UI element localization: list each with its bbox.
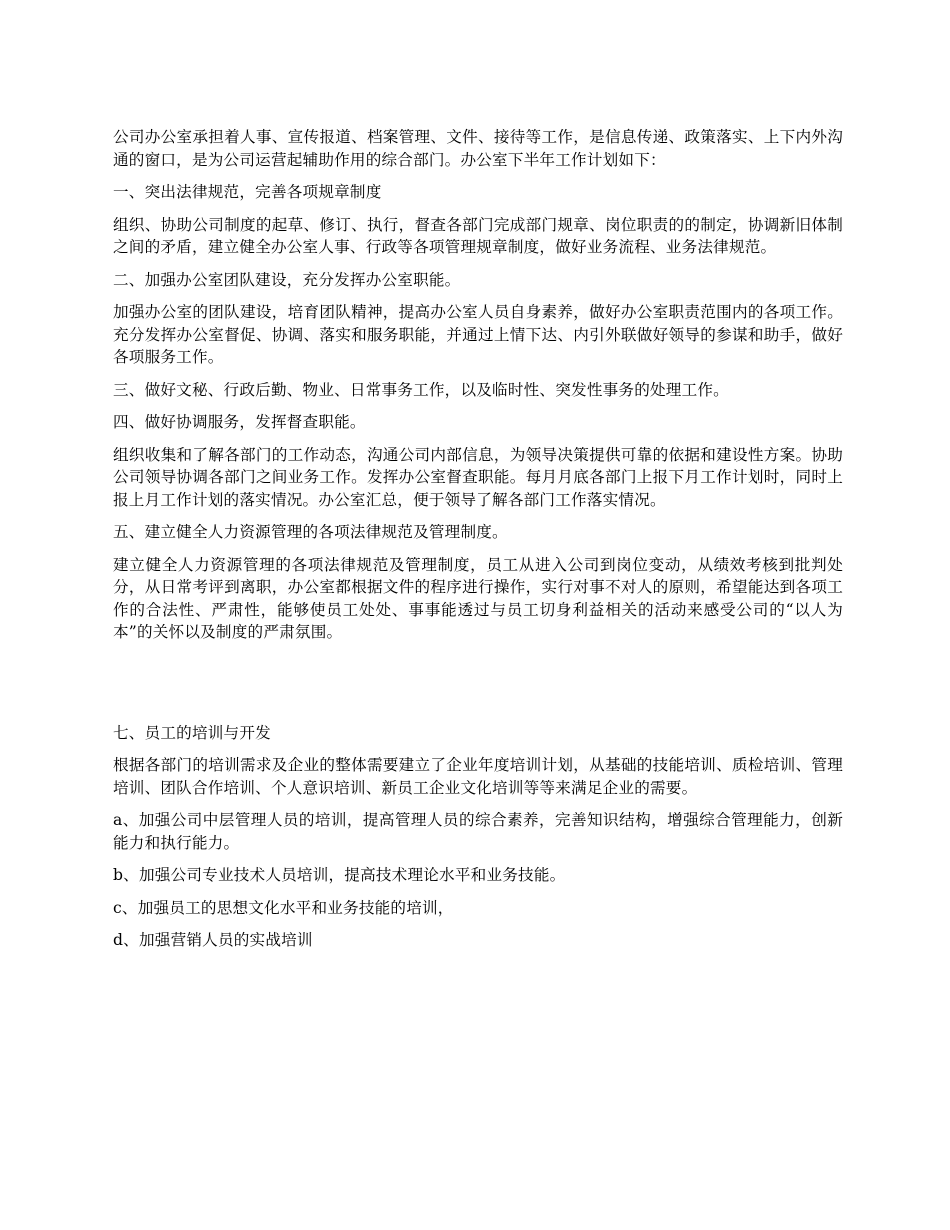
- heading-1: 一、突出法律规范，完善各项规章制度: [113, 183, 382, 201]
- paragraph-2: 加强办公室的团队建设，培育团队精神，提高办公室人员自身素养，做好办公室职责范围内的各项工作。充分发挥办公室督促、协调、落实和服务职能，并通过上情下达、内引外联做好领导的参谋和助手，做好各项服务工作。: [113, 303, 843, 366]
- paragraph-4: 组织收集和了解各部门的工作动态，沟通公司内部信息，为领导决策提供可靠的依据和建设性方案。协助公司领导协调各部门之间业务工作。发挥办公室督查职能。每月月底各部门上报下月工作计划时，同时上报上月工作计划的落实情况。办公室汇总，便于领导了解各部门工作落实情况。: [113, 445, 843, 509]
- heading-3: 三、做好文秘、行政后勤、物业、日常事务工作，以及临时性、突发性事务的处理工作。: [113, 380, 729, 399]
- intro-paragraph: 公司办公室承担着人事、宣传报道、档案管理、文件、接待等工作，是信息传递、政策落实、上下内外沟通的窗口，是为公司运营起辅助作用的综合部门。办公室下半年工作计划如下：: [113, 128, 843, 169]
- paragraph-5: 建立健全人力资源管理的各项法律规范及管理制度，员工从进入公司到岗位变动，从绩效考核到批判处分，从日常考评到离职，办公室都根据文件的程序进行操作，实行对事不对人的原则，希望能达到各项工作的合法性、严肃性，能够使员工处处、事事能透过与员工切身利益相关的活动来感受公司的“以人为本”的关怀以及制度的严肃氛围。: [113, 555, 843, 641]
- list-item-c: c、加强员工的思想文化水平和业务技能的培训，: [113, 898, 454, 917]
- list-item-d: d、加强营销人员的实战培训: [113, 931, 313, 949]
- document-body: [113, 126, 843, 962]
- heading-5: 五、建立健全人力资源管理的各项法律规范及管理制度。: [113, 523, 508, 541]
- heading-7: 七、员工的培训与开发: [113, 723, 271, 742]
- list-item-b: b、加强公司专业技术人员培训，提高技术理论水平和业务技能。: [113, 866, 566, 884]
- paragraph-1: 组织、协助公司制度的起草、修订、执行，督查各部门完成部门规章、岗位职责的的制定，协调新旧体制之间的矛盾，建立健全办公室人事、行政等各项管理规章制度，做好业务流程、业务法律规范。: [113, 215, 843, 256]
- paragraph-7: 根据各部门的培训需求及企业的整体需要建立了企业年度培训计划，从基础的技能培训、质检培训、管理培训、团队合作培训、个人意识培训、新员工企业文化培训等等来满足企业的需要。: [113, 756, 843, 797]
- section-gap: [113, 654, 843, 722]
- list-item-a: a、加强公司中层管理人员的培训，提高管理人员的综合素养，完善知识结构，增强综合管理能力，创新能力和执行能力。: [113, 811, 843, 852]
- heading-2: 二、加强办公室团队建设，充分发挥办公室职能。: [113, 270, 461, 289]
- heading-4: 四、做好协调服务，发挥督查职能。: [113, 413, 366, 431]
